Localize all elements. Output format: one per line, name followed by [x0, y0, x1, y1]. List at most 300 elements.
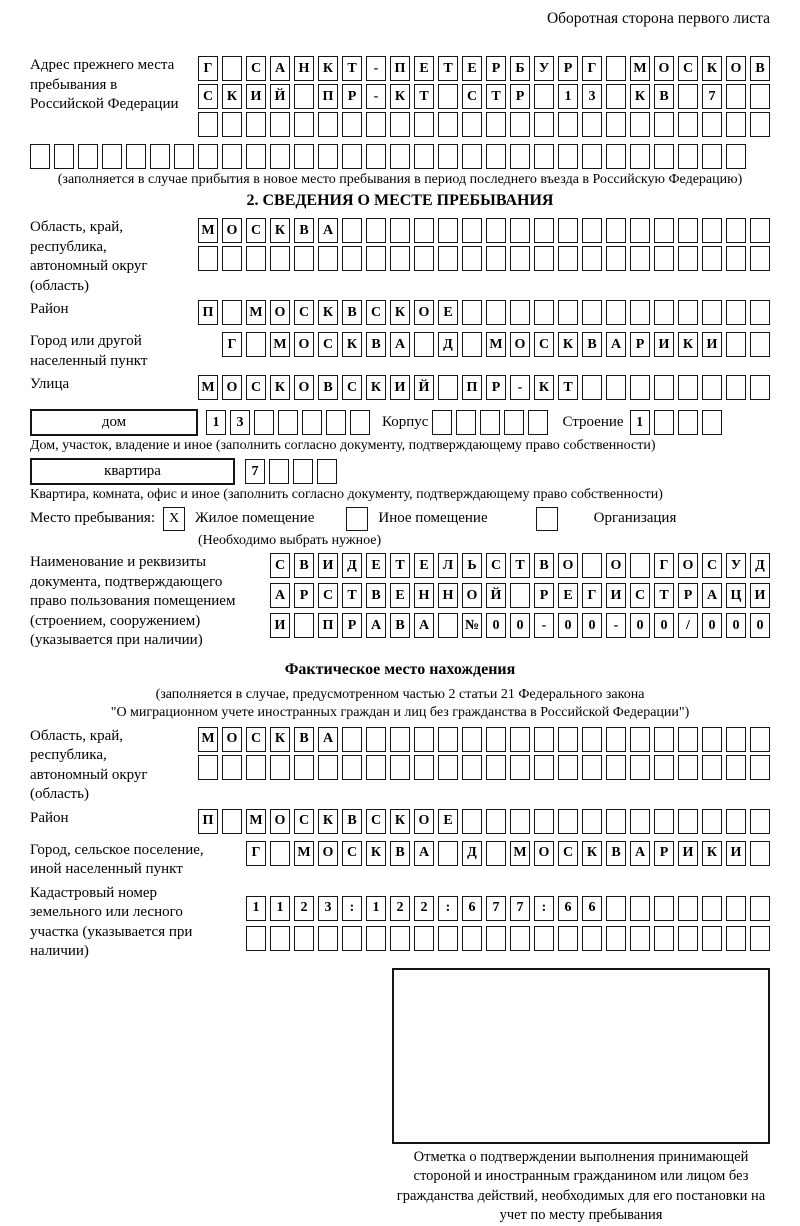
char-cell[interactable]: 0 — [558, 613, 578, 638]
char-cell[interactable]: В — [294, 553, 314, 578]
char-cell[interactable] — [294, 246, 314, 271]
char-cell[interactable]: П — [318, 84, 338, 109]
char-cell[interactable]: 1 — [270, 896, 290, 921]
char-cell[interactable] — [582, 144, 602, 169]
char-cell[interactable] — [438, 144, 458, 169]
char-cell[interactable] — [654, 300, 674, 325]
char-cell[interactable] — [222, 112, 242, 137]
char-cell[interactable] — [678, 246, 698, 271]
char-cell[interactable] — [582, 112, 602, 137]
char-cell[interactable] — [702, 727, 722, 752]
char-cell[interactable]: 7 — [245, 459, 265, 484]
char-cell[interactable] — [270, 841, 290, 866]
char-cell[interactable] — [366, 246, 386, 271]
char-cell[interactable] — [150, 144, 170, 169]
char-cell[interactable] — [486, 755, 506, 780]
char-cell[interactable] — [480, 410, 500, 435]
char-cell[interactable]: С — [318, 332, 338, 357]
char-cell[interactable]: Р — [342, 84, 362, 109]
char-cell[interactable]: П — [462, 375, 482, 400]
char-cell[interactable] — [462, 926, 482, 951]
char-cell[interactable] — [486, 144, 506, 169]
char-cell[interactable]: А — [366, 613, 386, 638]
char-cell[interactable] — [630, 755, 650, 780]
char-cell[interactable]: У — [726, 553, 746, 578]
char-cell[interactable] — [558, 144, 578, 169]
char-cell[interactable]: П — [198, 300, 218, 325]
char-cell[interactable]: И — [702, 332, 722, 357]
char-cell[interactable] — [534, 112, 554, 137]
char-cell[interactable]: К — [366, 841, 386, 866]
char-cell[interactable]: Н — [414, 583, 434, 608]
char-cell[interactable]: Е — [438, 300, 458, 325]
stay-option-organization-checkbox[interactable] — [536, 507, 558, 531]
char-cell[interactable]: 0 — [654, 613, 674, 638]
char-cell[interactable] — [414, 246, 434, 271]
char-cell[interactable]: О — [318, 841, 338, 866]
char-cell[interactable]: С — [630, 583, 650, 608]
char-cell[interactable] — [606, 926, 626, 951]
char-cell[interactable]: К — [558, 332, 578, 357]
char-cell[interactable] — [750, 112, 770, 137]
char-cell[interactable] — [750, 332, 770, 357]
char-cell[interactable] — [606, 218, 626, 243]
char-cell[interactable] — [678, 144, 698, 169]
char-cell[interactable] — [606, 809, 626, 834]
char-cell[interactable]: Г — [582, 56, 602, 81]
char-cell[interactable]: Р — [342, 613, 362, 638]
char-cell[interactable] — [678, 809, 698, 834]
char-cell[interactable] — [582, 809, 602, 834]
char-cell[interactable]: Н — [294, 56, 314, 81]
char-cell[interactable]: - — [534, 613, 554, 638]
char-cell[interactable]: Г — [246, 841, 266, 866]
char-cell[interactable] — [174, 144, 194, 169]
char-cell[interactable]: И — [726, 841, 746, 866]
char-cell[interactable]: 3 — [582, 84, 602, 109]
char-cell[interactable]: Р — [486, 375, 506, 400]
char-cell[interactable]: А — [318, 218, 338, 243]
char-cell[interactable] — [456, 410, 476, 435]
char-cell[interactable] — [438, 84, 458, 109]
char-cell[interactable] — [678, 926, 698, 951]
char-cell[interactable] — [750, 896, 770, 921]
char-cell[interactable] — [654, 246, 674, 271]
char-cell[interactable] — [606, 246, 626, 271]
char-cell[interactable] — [750, 926, 770, 951]
char-cell[interactable] — [630, 246, 650, 271]
char-cell[interactable]: Т — [510, 553, 530, 578]
char-cell[interactable]: 7 — [702, 84, 722, 109]
char-cell[interactable]: В — [390, 613, 410, 638]
char-cell[interactable]: И — [654, 332, 674, 357]
char-cell[interactable] — [54, 144, 74, 169]
char-cell[interactable]: 0 — [486, 613, 506, 638]
char-cell[interactable]: Е — [390, 583, 410, 608]
char-cell[interactable] — [269, 459, 289, 484]
char-cell[interactable] — [462, 332, 482, 357]
char-cell[interactable]: Е — [414, 56, 434, 81]
char-cell[interactable]: О — [270, 809, 290, 834]
char-cell[interactable] — [606, 112, 626, 137]
char-cell[interactable]: К — [678, 332, 698, 357]
char-cell[interactable] — [342, 144, 362, 169]
char-cell[interactable]: М — [294, 841, 314, 866]
char-cell[interactable]: Т — [390, 553, 410, 578]
char-cell[interactable]: О — [462, 583, 482, 608]
char-cell[interactable]: С — [270, 553, 290, 578]
stay-option-residential-checkbox[interactable]: X — [163, 507, 185, 531]
char-cell[interactable] — [486, 112, 506, 137]
char-cell[interactable] — [678, 727, 698, 752]
char-cell[interactable] — [726, 112, 746, 137]
char-cell[interactable] — [222, 56, 242, 81]
char-cell[interactable]: Л — [438, 553, 458, 578]
char-cell[interactable]: К — [702, 56, 722, 81]
char-cell[interactable]: С — [294, 809, 314, 834]
char-cell[interactable] — [726, 896, 746, 921]
char-cell[interactable] — [702, 112, 722, 137]
char-cell[interactable] — [462, 755, 482, 780]
char-cell[interactable] — [726, 926, 746, 951]
char-cell[interactable]: 3 — [230, 410, 250, 435]
char-cell[interactable] — [504, 410, 524, 435]
char-cell[interactable]: О — [534, 841, 554, 866]
char-cell[interactable] — [606, 896, 626, 921]
char-cell[interactable] — [222, 755, 242, 780]
char-cell[interactable]: Н — [438, 583, 458, 608]
char-cell[interactable] — [462, 144, 482, 169]
char-cell[interactable] — [606, 300, 626, 325]
char-cell[interactable]: О — [222, 375, 242, 400]
char-cell[interactable] — [726, 84, 746, 109]
char-cell[interactable] — [654, 809, 674, 834]
char-cell[interactable]: Г — [222, 332, 242, 357]
char-cell[interactable] — [702, 300, 722, 325]
char-cell[interactable] — [654, 755, 674, 780]
char-cell[interactable] — [750, 300, 770, 325]
char-cell[interactable]: В — [342, 300, 362, 325]
char-cell[interactable] — [606, 375, 626, 400]
char-cell[interactable]: Р — [678, 583, 698, 608]
char-cell[interactable] — [702, 218, 722, 243]
char-cell[interactable] — [30, 144, 50, 169]
char-cell[interactable] — [222, 246, 242, 271]
char-cell[interactable]: Р — [558, 56, 578, 81]
char-cell[interactable] — [222, 300, 242, 325]
char-cell[interactable] — [702, 926, 722, 951]
char-cell[interactable] — [294, 84, 314, 109]
char-cell[interactable] — [414, 727, 434, 752]
char-cell[interactable] — [366, 755, 386, 780]
char-cell[interactable] — [558, 755, 578, 780]
char-cell[interactable] — [726, 332, 746, 357]
char-cell[interactable] — [222, 144, 242, 169]
char-cell[interactable] — [654, 410, 674, 435]
char-cell[interactable] — [558, 218, 578, 243]
char-cell[interactable]: - — [606, 613, 626, 638]
char-cell[interactable]: И — [678, 841, 698, 866]
char-cell[interactable] — [438, 112, 458, 137]
char-cell[interactable] — [678, 410, 698, 435]
char-cell[interactable] — [510, 727, 530, 752]
char-cell[interactable]: В — [582, 332, 602, 357]
char-cell[interactable]: Т — [342, 583, 362, 608]
char-cell[interactable] — [294, 112, 314, 137]
char-cell[interactable]: Т — [438, 56, 458, 81]
char-cell[interactable]: Т — [486, 84, 506, 109]
char-cell[interactable]: В — [534, 553, 554, 578]
char-cell[interactable] — [342, 926, 362, 951]
char-cell[interactable]: И — [606, 583, 626, 608]
char-cell[interactable]: В — [342, 809, 362, 834]
char-cell[interactable]: А — [270, 56, 290, 81]
char-cell[interactable] — [486, 841, 506, 866]
char-cell[interactable] — [318, 112, 338, 137]
char-cell[interactable]: А — [702, 583, 722, 608]
char-cell[interactable] — [630, 553, 650, 578]
char-cell[interactable]: В — [366, 583, 386, 608]
char-cell[interactable] — [534, 727, 554, 752]
char-cell[interactable] — [702, 144, 722, 169]
char-cell[interactable] — [414, 926, 434, 951]
char-cell[interactable]: Д — [750, 553, 770, 578]
char-cell[interactable] — [270, 246, 290, 271]
char-cell[interactable]: С — [486, 553, 506, 578]
char-cell[interactable]: Д — [438, 332, 458, 357]
char-cell[interactable]: П — [318, 613, 338, 638]
char-cell[interactable]: Й — [270, 84, 290, 109]
char-cell[interactable]: - — [366, 56, 386, 81]
char-cell[interactable] — [534, 809, 554, 834]
char-cell[interactable]: К — [318, 56, 338, 81]
char-cell[interactable]: К — [318, 300, 338, 325]
char-cell[interactable] — [254, 410, 274, 435]
char-cell[interactable]: Е — [462, 56, 482, 81]
char-cell[interactable]: 1 — [246, 896, 266, 921]
char-cell[interactable] — [510, 755, 530, 780]
char-cell[interactable] — [462, 246, 482, 271]
char-cell[interactable] — [198, 112, 218, 137]
char-cell[interactable]: : — [438, 896, 458, 921]
char-cell[interactable] — [582, 727, 602, 752]
char-cell[interactable] — [318, 144, 338, 169]
char-cell[interactable] — [654, 218, 674, 243]
char-cell[interactable]: С — [366, 809, 386, 834]
char-cell[interactable]: К — [366, 375, 386, 400]
char-cell[interactable]: К — [702, 841, 722, 866]
char-cell[interactable] — [582, 926, 602, 951]
char-cell[interactable] — [462, 218, 482, 243]
char-cell[interactable]: 6 — [462, 896, 482, 921]
char-cell[interactable] — [726, 809, 746, 834]
char-cell[interactable] — [246, 246, 266, 271]
char-cell[interactable] — [702, 375, 722, 400]
char-cell[interactable]: Р — [534, 583, 554, 608]
char-cell[interactable] — [702, 755, 722, 780]
char-cell[interactable] — [558, 809, 578, 834]
char-cell[interactable] — [222, 809, 242, 834]
char-cell[interactable]: 0 — [510, 613, 530, 638]
char-cell[interactable]: О — [606, 553, 626, 578]
char-cell[interactable] — [726, 246, 746, 271]
char-cell[interactable]: М — [510, 841, 530, 866]
char-cell[interactable]: Т — [558, 375, 578, 400]
char-cell[interactable]: М — [198, 375, 218, 400]
char-cell[interactable]: О — [414, 300, 434, 325]
char-cell[interactable] — [198, 246, 218, 271]
char-cell[interactable]: М — [630, 56, 650, 81]
char-cell[interactable] — [606, 84, 626, 109]
char-cell[interactable]: № — [462, 613, 482, 638]
char-cell[interactable] — [654, 144, 674, 169]
char-cell[interactable] — [630, 144, 650, 169]
char-cell[interactable]: А — [318, 727, 338, 752]
char-cell[interactable] — [510, 112, 530, 137]
char-cell[interactable]: О — [294, 375, 314, 400]
char-cell[interactable] — [414, 144, 434, 169]
char-cell[interactable] — [510, 246, 530, 271]
char-cell[interactable] — [246, 112, 266, 137]
char-cell[interactable]: В — [318, 375, 338, 400]
char-cell[interactable]: С — [246, 56, 266, 81]
char-cell[interactable] — [366, 926, 386, 951]
char-cell[interactable] — [438, 613, 458, 638]
char-cell[interactable] — [342, 755, 362, 780]
char-cell[interactable] — [630, 375, 650, 400]
char-cell[interactable]: 6 — [582, 896, 602, 921]
char-cell[interactable] — [270, 926, 290, 951]
char-cell[interactable]: Р — [654, 841, 674, 866]
char-cell[interactable]: С — [678, 56, 698, 81]
char-cell[interactable] — [366, 112, 386, 137]
char-cell[interactable] — [390, 112, 410, 137]
char-cell[interactable] — [726, 300, 746, 325]
char-cell[interactable]: 1 — [558, 84, 578, 109]
char-cell[interactable] — [726, 375, 746, 400]
char-cell[interactable]: 2 — [294, 896, 314, 921]
char-cell[interactable]: О — [678, 553, 698, 578]
char-cell[interactable] — [318, 926, 338, 951]
char-cell[interactable] — [558, 926, 578, 951]
char-cell[interactable] — [102, 144, 122, 169]
char-cell[interactable] — [438, 841, 458, 866]
char-cell[interactable] — [558, 112, 578, 137]
char-cell[interactable]: С — [246, 727, 266, 752]
char-cell[interactable] — [726, 727, 746, 752]
char-cell[interactable] — [558, 727, 578, 752]
char-cell[interactable] — [246, 755, 266, 780]
char-cell[interactable]: - — [510, 375, 530, 400]
char-cell[interactable]: : — [534, 896, 554, 921]
char-cell[interactable] — [270, 755, 290, 780]
char-cell[interactable] — [432, 410, 452, 435]
char-cell[interactable] — [534, 144, 554, 169]
char-cell[interactable] — [366, 727, 386, 752]
char-cell[interactable] — [270, 112, 290, 137]
char-cell[interactable]: О — [510, 332, 530, 357]
char-cell[interactable]: С — [462, 84, 482, 109]
char-cell[interactable] — [486, 246, 506, 271]
char-cell[interactable]: А — [414, 841, 434, 866]
char-cell[interactable]: М — [198, 727, 218, 752]
char-cell[interactable] — [390, 926, 410, 951]
char-cell[interactable] — [630, 112, 650, 137]
char-cell[interactable]: 6 — [558, 896, 578, 921]
char-cell[interactable] — [678, 896, 698, 921]
char-cell[interactable]: Д — [462, 841, 482, 866]
char-cell[interactable] — [390, 727, 410, 752]
char-cell[interactable]: Е — [366, 553, 386, 578]
char-cell[interactable] — [678, 218, 698, 243]
char-cell[interactable] — [318, 755, 338, 780]
char-cell[interactable] — [534, 926, 554, 951]
char-cell[interactable] — [294, 926, 314, 951]
char-cell[interactable]: Г — [654, 553, 674, 578]
char-cell[interactable] — [582, 300, 602, 325]
char-cell[interactable]: Й — [486, 583, 506, 608]
char-cell[interactable] — [654, 727, 674, 752]
char-cell[interactable]: 7 — [486, 896, 506, 921]
char-cell[interactable] — [366, 144, 386, 169]
char-cell[interactable] — [654, 375, 674, 400]
char-cell[interactable] — [486, 727, 506, 752]
char-cell[interactable]: Р — [486, 56, 506, 81]
char-cell[interactable] — [510, 809, 530, 834]
char-cell[interactable] — [126, 144, 146, 169]
char-cell[interactable]: В — [294, 218, 314, 243]
char-cell[interactable] — [630, 727, 650, 752]
char-cell[interactable]: Е — [558, 583, 578, 608]
char-cell[interactable] — [438, 246, 458, 271]
char-cell[interactable]: И — [750, 583, 770, 608]
char-cell[interactable] — [438, 727, 458, 752]
char-cell[interactable] — [750, 84, 770, 109]
char-cell[interactable] — [293, 459, 313, 484]
char-cell[interactable] — [678, 375, 698, 400]
char-cell[interactable]: - — [366, 84, 386, 109]
char-cell[interactable] — [294, 755, 314, 780]
char-cell[interactable] — [510, 144, 530, 169]
stay-option-other-checkbox[interactable] — [346, 507, 368, 531]
char-cell[interactable]: 7 — [510, 896, 530, 921]
char-cell[interactable]: С — [558, 841, 578, 866]
char-cell[interactable] — [414, 755, 434, 780]
char-cell[interactable]: 0 — [726, 613, 746, 638]
char-cell[interactable]: О — [222, 727, 242, 752]
char-cell[interactable] — [630, 218, 650, 243]
char-cell[interactable] — [582, 553, 602, 578]
char-cell[interactable]: А — [270, 583, 290, 608]
char-cell[interactable] — [750, 841, 770, 866]
char-cell[interactable] — [726, 755, 746, 780]
char-cell[interactable]: К — [342, 332, 362, 357]
char-cell[interactable] — [534, 84, 554, 109]
char-cell[interactable] — [198, 755, 218, 780]
char-cell[interactable]: 1 — [206, 410, 226, 435]
char-cell[interactable]: О — [726, 56, 746, 81]
char-cell[interactable]: 0 — [630, 613, 650, 638]
char-cell[interactable]: К — [270, 727, 290, 752]
char-cell[interactable] — [342, 246, 362, 271]
char-cell[interactable]: Б — [510, 56, 530, 81]
char-cell[interactable]: М — [246, 300, 266, 325]
char-cell[interactable] — [558, 246, 578, 271]
char-cell[interactable] — [750, 755, 770, 780]
char-cell[interactable]: П — [390, 56, 410, 81]
char-cell[interactable] — [486, 809, 506, 834]
char-cell[interactable]: О — [414, 809, 434, 834]
